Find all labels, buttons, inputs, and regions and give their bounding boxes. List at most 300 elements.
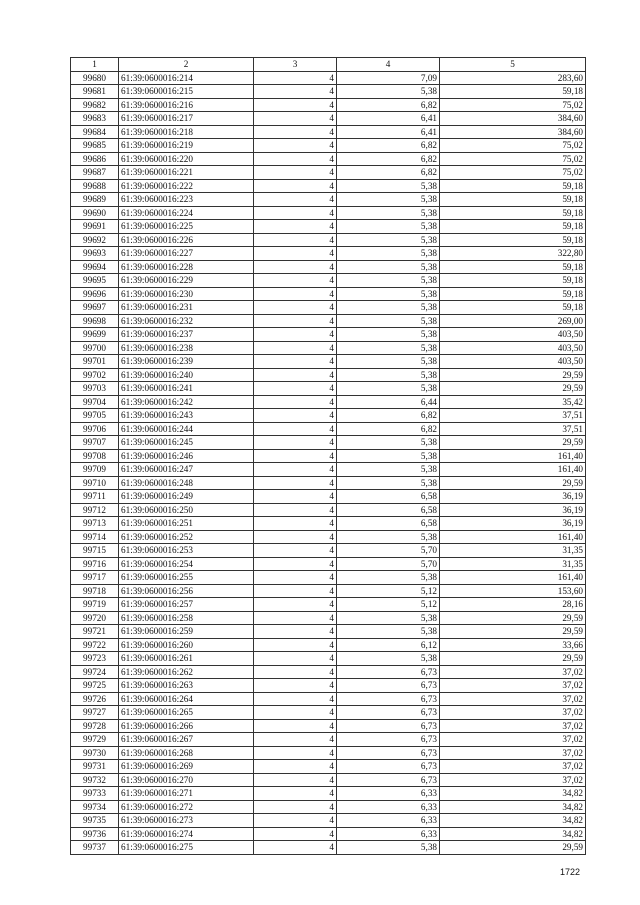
table-row — [71, 719, 586, 733]
value-cell: 384,60 — [440, 112, 586, 126]
value-cell: 59,18 — [440, 206, 586, 220]
category-cell: 4 — [254, 449, 337, 463]
table-row — [71, 152, 586, 166]
row-number-cell: 99713 — [71, 517, 119, 531]
row-number-cell: 99723 — [71, 652, 119, 666]
category-cell: 4 — [254, 463, 337, 477]
row-number-cell: 99700 — [71, 341, 119, 355]
cadastral-number-cell: 61:39:0600016:252 — [119, 530, 254, 544]
value-cell: 34,82 — [440, 814, 586, 828]
category-cell: 4 — [254, 409, 337, 423]
table-row — [71, 341, 586, 355]
value-cell: 161,40 — [440, 530, 586, 544]
cadastral-number-cell: 61:39:0600016:260 — [119, 638, 254, 652]
cadastral-number-cell: 61:39:0600016:230 — [119, 287, 254, 301]
cadastral-number-cell: 61:39:0600016:274 — [119, 827, 254, 841]
cadastral-number-cell: 61:39:0600016:259 — [119, 625, 254, 639]
row-number-cell: 99688 — [71, 179, 119, 193]
row-number-cell: 99693 — [71, 247, 119, 261]
category-cell: 4 — [254, 530, 337, 544]
table-row — [71, 679, 586, 693]
category-cell: 4 — [254, 517, 337, 531]
rate-cell: 5,38 — [337, 841, 440, 855]
cadastral-number-cell: 61:39:0600016:271 — [119, 787, 254, 801]
cadastral-number-cell: 61:39:0600016:246 — [119, 449, 254, 463]
cadastral-number-cell: 61:39:0600016:249 — [119, 490, 254, 504]
category-cell: 4 — [254, 611, 337, 625]
value-cell: 59,18 — [440, 179, 586, 193]
cadastral-number-cell: 61:39:0600016:237 — [119, 328, 254, 342]
table-row — [71, 827, 586, 841]
value-cell: 59,18 — [440, 287, 586, 301]
rate-cell: 6,82 — [337, 422, 440, 436]
value-cell: 35,42 — [440, 395, 586, 409]
row-number-cell: 99708 — [71, 449, 119, 463]
rate-cell: 5,38 — [337, 233, 440, 247]
rate-cell: 6,58 — [337, 503, 440, 517]
cadastral-number-cell: 61:39:0600016:223 — [119, 193, 254, 207]
rate-cell: 6,73 — [337, 746, 440, 760]
cadastral-number-cell: 61:39:0600016:244 — [119, 422, 254, 436]
table-row — [71, 220, 586, 234]
page-number: 1722 — [560, 867, 581, 877]
row-number-cell: 99698 — [71, 314, 119, 328]
row-number-cell: 99718 — [71, 584, 119, 598]
row-number-cell: 99729 — [71, 733, 119, 747]
row-number-cell: 99689 — [71, 193, 119, 207]
table-row — [71, 355, 586, 369]
cadastral-number-cell: 61:39:0600016:220 — [119, 152, 254, 166]
row-number-cell: 99731 — [71, 760, 119, 774]
category-cell: 4 — [254, 328, 337, 342]
cadastral-number-cell: 61:39:0600016:227 — [119, 247, 254, 261]
row-number-cell: 99722 — [71, 638, 119, 652]
column-header-5: 5 — [440, 58, 586, 72]
row-number-cell: 99735 — [71, 814, 119, 828]
column-header-1: 1 — [71, 58, 119, 72]
rate-cell: 5,38 — [337, 571, 440, 585]
category-cell: 4 — [254, 584, 337, 598]
row-number-cell: 99703 — [71, 382, 119, 396]
value-cell: 29,59 — [440, 368, 586, 382]
category-cell: 4 — [254, 557, 337, 571]
cadastral-number-cell: 61:39:0600016:238 — [119, 341, 254, 355]
rate-cell: 5,12 — [337, 598, 440, 612]
row-number-cell: 99686 — [71, 152, 119, 166]
category-cell: 4 — [254, 260, 337, 274]
table-row — [71, 260, 586, 274]
category-cell: 4 — [254, 341, 337, 355]
cadastral-number-cell: 61:39:0600016:247 — [119, 463, 254, 477]
rate-cell: 5,38 — [337, 382, 440, 396]
row-number-cell: 99681 — [71, 85, 119, 99]
table-row — [71, 800, 586, 814]
cadastral-number-cell: 61:39:0600016:261 — [119, 652, 254, 666]
category-cell: 4 — [254, 841, 337, 855]
value-cell: 29,59 — [440, 436, 586, 450]
category-cell: 4 — [254, 679, 337, 693]
category-cell: 4 — [254, 112, 337, 126]
row-number-cell: 99719 — [71, 598, 119, 612]
table-row — [71, 409, 586, 423]
cadastral-number-cell: 61:39:0600016:219 — [119, 139, 254, 153]
category-cell: 4 — [254, 422, 337, 436]
table-row — [71, 706, 586, 720]
row-number-cell: 99695 — [71, 274, 119, 288]
cadastral-number-cell: 61:39:0600016:275 — [119, 841, 254, 855]
row-number-cell: 99687 — [71, 166, 119, 180]
rate-cell: 6,58 — [337, 517, 440, 531]
value-cell: 37,51 — [440, 409, 586, 423]
category-cell: 4 — [254, 490, 337, 504]
cadastral-number-cell: 61:39:0600016:242 — [119, 395, 254, 409]
rate-cell: 7,09 — [337, 71, 440, 85]
rate-cell: 5,38 — [337, 301, 440, 315]
category-cell: 4 — [254, 746, 337, 760]
row-number-cell: 99714 — [71, 530, 119, 544]
value-cell: 161,40 — [440, 571, 586, 585]
cadastral-number-cell: 61:39:0600016:217 — [119, 112, 254, 126]
category-cell: 4 — [254, 152, 337, 166]
rate-cell: 6,82 — [337, 409, 440, 423]
cadastral-number-cell: 61:39:0600016:269 — [119, 760, 254, 774]
row-number-cell: 99728 — [71, 719, 119, 733]
cadastral-number-cell: 61:39:0600016:229 — [119, 274, 254, 288]
value-cell: 36,19 — [440, 517, 586, 531]
rate-cell: 5,12 — [337, 584, 440, 598]
table-row — [71, 544, 586, 558]
category-cell: 4 — [254, 571, 337, 585]
value-cell: 29,59 — [440, 652, 586, 666]
column-header-2: 2 — [119, 58, 254, 72]
row-number-cell: 99705 — [71, 409, 119, 423]
row-number-cell: 99699 — [71, 328, 119, 342]
table-row — [71, 503, 586, 517]
value-cell: 29,59 — [440, 476, 586, 490]
cadastral-number-cell: 61:39:0600016:222 — [119, 179, 254, 193]
row-number-cell: 99717 — [71, 571, 119, 585]
cadastral-number-cell: 61:39:0600016:239 — [119, 355, 254, 369]
table-row — [71, 571, 586, 585]
value-cell: 29,59 — [440, 382, 586, 396]
category-cell: 4 — [254, 625, 337, 639]
category-cell: 4 — [254, 733, 337, 747]
table-row — [71, 814, 586, 828]
row-number-cell: 99726 — [71, 692, 119, 706]
rate-cell: 6,33 — [337, 800, 440, 814]
value-cell: 269,00 — [440, 314, 586, 328]
table-row — [71, 746, 586, 760]
table-row — [71, 530, 586, 544]
value-cell: 403,50 — [440, 341, 586, 355]
table-row — [71, 274, 586, 288]
category-cell: 4 — [254, 193, 337, 207]
row-number-cell: 99709 — [71, 463, 119, 477]
rate-cell: 6,82 — [337, 139, 440, 153]
table-row — [71, 517, 586, 531]
value-cell: 161,40 — [440, 449, 586, 463]
row-number-cell: 99680 — [71, 71, 119, 85]
rate-cell: 6,33 — [337, 787, 440, 801]
category-cell: 4 — [254, 247, 337, 261]
cadastral-number-cell: 61:39:0600016:253 — [119, 544, 254, 558]
cadastral-number-cell: 61:39:0600016:268 — [119, 746, 254, 760]
table-row — [71, 638, 586, 652]
category-cell: 4 — [254, 301, 337, 315]
value-cell: 37,02 — [440, 746, 586, 760]
rate-cell: 5,38 — [337, 314, 440, 328]
category-cell: 4 — [254, 652, 337, 666]
category-cell: 4 — [254, 544, 337, 558]
rate-cell: 6,82 — [337, 166, 440, 180]
value-cell: 37,02 — [440, 773, 586, 787]
table-row — [71, 328, 586, 342]
cadastral-number-cell: 61:39:0600016:262 — [119, 665, 254, 679]
cadastral-number-cell: 61:39:0600016:270 — [119, 773, 254, 787]
value-cell: 31,35 — [440, 557, 586, 571]
category-cell: 4 — [254, 206, 337, 220]
row-number-cell: 99733 — [71, 787, 119, 801]
value-cell: 59,18 — [440, 85, 586, 99]
cadastral-number-cell: 61:39:0600016:263 — [119, 679, 254, 693]
table-row — [71, 85, 586, 99]
table-header-row — [71, 58, 586, 72]
rate-cell: 6,73 — [337, 719, 440, 733]
value-cell: 75,02 — [440, 98, 586, 112]
rate-cell: 5,38 — [337, 85, 440, 99]
table-row — [71, 193, 586, 207]
cadastral-number-cell: 61:39:0600016:225 — [119, 220, 254, 234]
value-cell: 153,60 — [440, 584, 586, 598]
row-number-cell: 99685 — [71, 139, 119, 153]
rate-cell: 5,38 — [337, 274, 440, 288]
rate-cell: 5,38 — [337, 220, 440, 234]
row-number-cell: 99724 — [71, 665, 119, 679]
table-row — [71, 368, 586, 382]
row-number-cell: 99706 — [71, 422, 119, 436]
cadastral-number-cell: 61:39:0600016:226 — [119, 233, 254, 247]
row-number-cell: 99702 — [71, 368, 119, 382]
category-cell: 4 — [254, 368, 337, 382]
value-cell: 29,59 — [440, 611, 586, 625]
rate-cell: 6,33 — [337, 827, 440, 841]
category-cell: 4 — [254, 760, 337, 774]
table-row — [71, 112, 586, 126]
rate-cell: 6,73 — [337, 679, 440, 693]
row-number-cell: 99696 — [71, 287, 119, 301]
table-row — [71, 490, 586, 504]
cadastral-number-cell: 61:39:0600016:214 — [119, 71, 254, 85]
row-number-cell: 99721 — [71, 625, 119, 639]
category-cell: 4 — [254, 220, 337, 234]
rate-cell: 6,73 — [337, 706, 440, 720]
rate-cell: 5,38 — [337, 476, 440, 490]
rate-cell: 6,82 — [337, 152, 440, 166]
cadastral-number-cell: 61:39:0600016:255 — [119, 571, 254, 585]
rate-cell: 5,38 — [337, 368, 440, 382]
table-row — [71, 611, 586, 625]
table-body — [71, 71, 586, 854]
column-header-4: 4 — [337, 58, 440, 72]
table-row — [71, 733, 586, 747]
rate-cell: 5,38 — [337, 449, 440, 463]
category-cell: 4 — [254, 287, 337, 301]
category-cell: 4 — [254, 773, 337, 787]
row-number-cell: 99732 — [71, 773, 119, 787]
rate-cell: 5,38 — [337, 260, 440, 274]
table-row — [71, 179, 586, 193]
category-cell: 4 — [254, 314, 337, 328]
cadastral-number-cell: 61:39:0600016:257 — [119, 598, 254, 612]
row-number-cell: 99692 — [71, 233, 119, 247]
value-cell: 29,59 — [440, 625, 586, 639]
rate-cell: 5,38 — [337, 179, 440, 193]
row-number-cell: 99734 — [71, 800, 119, 814]
row-number-cell: 99682 — [71, 98, 119, 112]
table-row — [71, 665, 586, 679]
table-row — [71, 436, 586, 450]
cadastral-table — [70, 57, 586, 855]
rate-cell: 5,38 — [337, 611, 440, 625]
row-number-cell: 99697 — [71, 301, 119, 315]
value-cell: 161,40 — [440, 463, 586, 477]
cadastral-number-cell: 61:39:0600016:251 — [119, 517, 254, 531]
value-cell: 59,18 — [440, 301, 586, 315]
value-cell: 75,02 — [440, 152, 586, 166]
category-cell: 4 — [254, 598, 337, 612]
category-cell: 4 — [254, 476, 337, 490]
table-row — [71, 314, 586, 328]
rate-cell: 6,73 — [337, 692, 440, 706]
table-row — [71, 395, 586, 409]
table-row — [71, 476, 586, 490]
cadastral-number-cell: 61:39:0600016:248 — [119, 476, 254, 490]
category-cell: 4 — [254, 814, 337, 828]
category-cell: 4 — [254, 166, 337, 180]
value-cell: 36,19 — [440, 490, 586, 504]
value-cell: 59,18 — [440, 193, 586, 207]
category-cell: 4 — [254, 503, 337, 517]
cadastral-number-cell: 61:39:0600016:216 — [119, 98, 254, 112]
value-cell: 37,51 — [440, 422, 586, 436]
value-cell: 75,02 — [440, 139, 586, 153]
table-row — [71, 584, 586, 598]
table-row — [71, 382, 586, 396]
value-cell: 34,82 — [440, 800, 586, 814]
value-cell: 283,60 — [440, 71, 586, 85]
rate-cell: 5,38 — [337, 247, 440, 261]
row-number-cell: 99710 — [71, 476, 119, 490]
category-cell: 4 — [254, 395, 337, 409]
cadastral-number-cell: 61:39:0600016:221 — [119, 166, 254, 180]
value-cell: 403,50 — [440, 328, 586, 342]
value-cell: 403,50 — [440, 355, 586, 369]
table-row — [71, 692, 586, 706]
row-number-cell: 99715 — [71, 544, 119, 558]
rate-cell: 6,82 — [337, 98, 440, 112]
value-cell: 37,02 — [440, 733, 586, 747]
column-header-3: 3 — [254, 58, 337, 72]
category-cell: 4 — [254, 179, 337, 193]
cadastral-number-cell: 61:39:0600016:228 — [119, 260, 254, 274]
category-cell: 4 — [254, 787, 337, 801]
rate-cell: 6,73 — [337, 665, 440, 679]
category-cell: 4 — [254, 85, 337, 99]
rate-cell: 5,70 — [337, 557, 440, 571]
category-cell: 4 — [254, 355, 337, 369]
table-row — [71, 125, 586, 139]
cadastral-number-cell: 61:39:0600016:265 — [119, 706, 254, 720]
cadastral-number-cell: 61:39:0600016:245 — [119, 436, 254, 450]
table-row — [71, 463, 586, 477]
rate-cell: 6,12 — [337, 638, 440, 652]
cadastral-number-cell: 61:39:0600016:240 — [119, 368, 254, 382]
rate-cell: 6,41 — [337, 112, 440, 126]
category-cell: 4 — [254, 800, 337, 814]
table-row — [71, 247, 586, 261]
table-row — [71, 422, 586, 436]
category-cell: 4 — [254, 706, 337, 720]
value-cell: 59,18 — [440, 233, 586, 247]
category-cell: 4 — [254, 665, 337, 679]
cadastral-number-cell: 61:39:0600016:267 — [119, 733, 254, 747]
category-cell: 4 — [254, 71, 337, 85]
table-row — [71, 98, 586, 112]
value-cell: 59,18 — [440, 260, 586, 274]
cadastral-number-cell: 61:39:0600016:250 — [119, 503, 254, 517]
cadastral-number-cell: 61:39:0600016:215 — [119, 85, 254, 99]
table-row — [71, 301, 586, 315]
rate-cell: 5,38 — [337, 463, 440, 477]
rate-cell: 6,73 — [337, 773, 440, 787]
table-row — [71, 139, 586, 153]
table-row — [71, 449, 586, 463]
row-number-cell: 99725 — [71, 679, 119, 693]
table-row — [71, 557, 586, 571]
cadastral-number-cell: 61:39:0600016:264 — [119, 692, 254, 706]
rate-cell: 5,38 — [337, 652, 440, 666]
row-number-cell: 99683 — [71, 112, 119, 126]
rate-cell: 5,38 — [337, 530, 440, 544]
row-number-cell: 99737 — [71, 841, 119, 855]
value-cell: 37,02 — [440, 692, 586, 706]
cadastral-number-cell: 61:39:0600016:224 — [119, 206, 254, 220]
cadastral-number-cell: 61:39:0600016:232 — [119, 314, 254, 328]
rate-cell: 5,70 — [337, 544, 440, 558]
category-cell: 4 — [254, 719, 337, 733]
table-row — [71, 166, 586, 180]
cadastral-number-cell: 61:39:0600016:254 — [119, 557, 254, 571]
table-row — [71, 841, 586, 855]
category-cell: 4 — [254, 638, 337, 652]
value-cell: 29,59 — [440, 841, 586, 855]
table-row — [71, 625, 586, 639]
value-cell: 37,02 — [440, 719, 586, 733]
category-cell: 4 — [254, 692, 337, 706]
cadastral-number-cell: 61:39:0600016:243 — [119, 409, 254, 423]
table-row — [71, 760, 586, 774]
row-number-cell: 99727 — [71, 706, 119, 720]
cadastral-number-cell: 61:39:0600016:266 — [119, 719, 254, 733]
value-cell: 59,18 — [440, 220, 586, 234]
cadastral-number-cell: 61:39:0600016:231 — [119, 301, 254, 315]
category-cell: 4 — [254, 125, 337, 139]
document-sheet — [70, 57, 585, 855]
row-number-cell: 99691 — [71, 220, 119, 234]
category-cell: 4 — [254, 139, 337, 153]
category-cell: 4 — [254, 233, 337, 247]
rate-cell: 5,38 — [337, 341, 440, 355]
